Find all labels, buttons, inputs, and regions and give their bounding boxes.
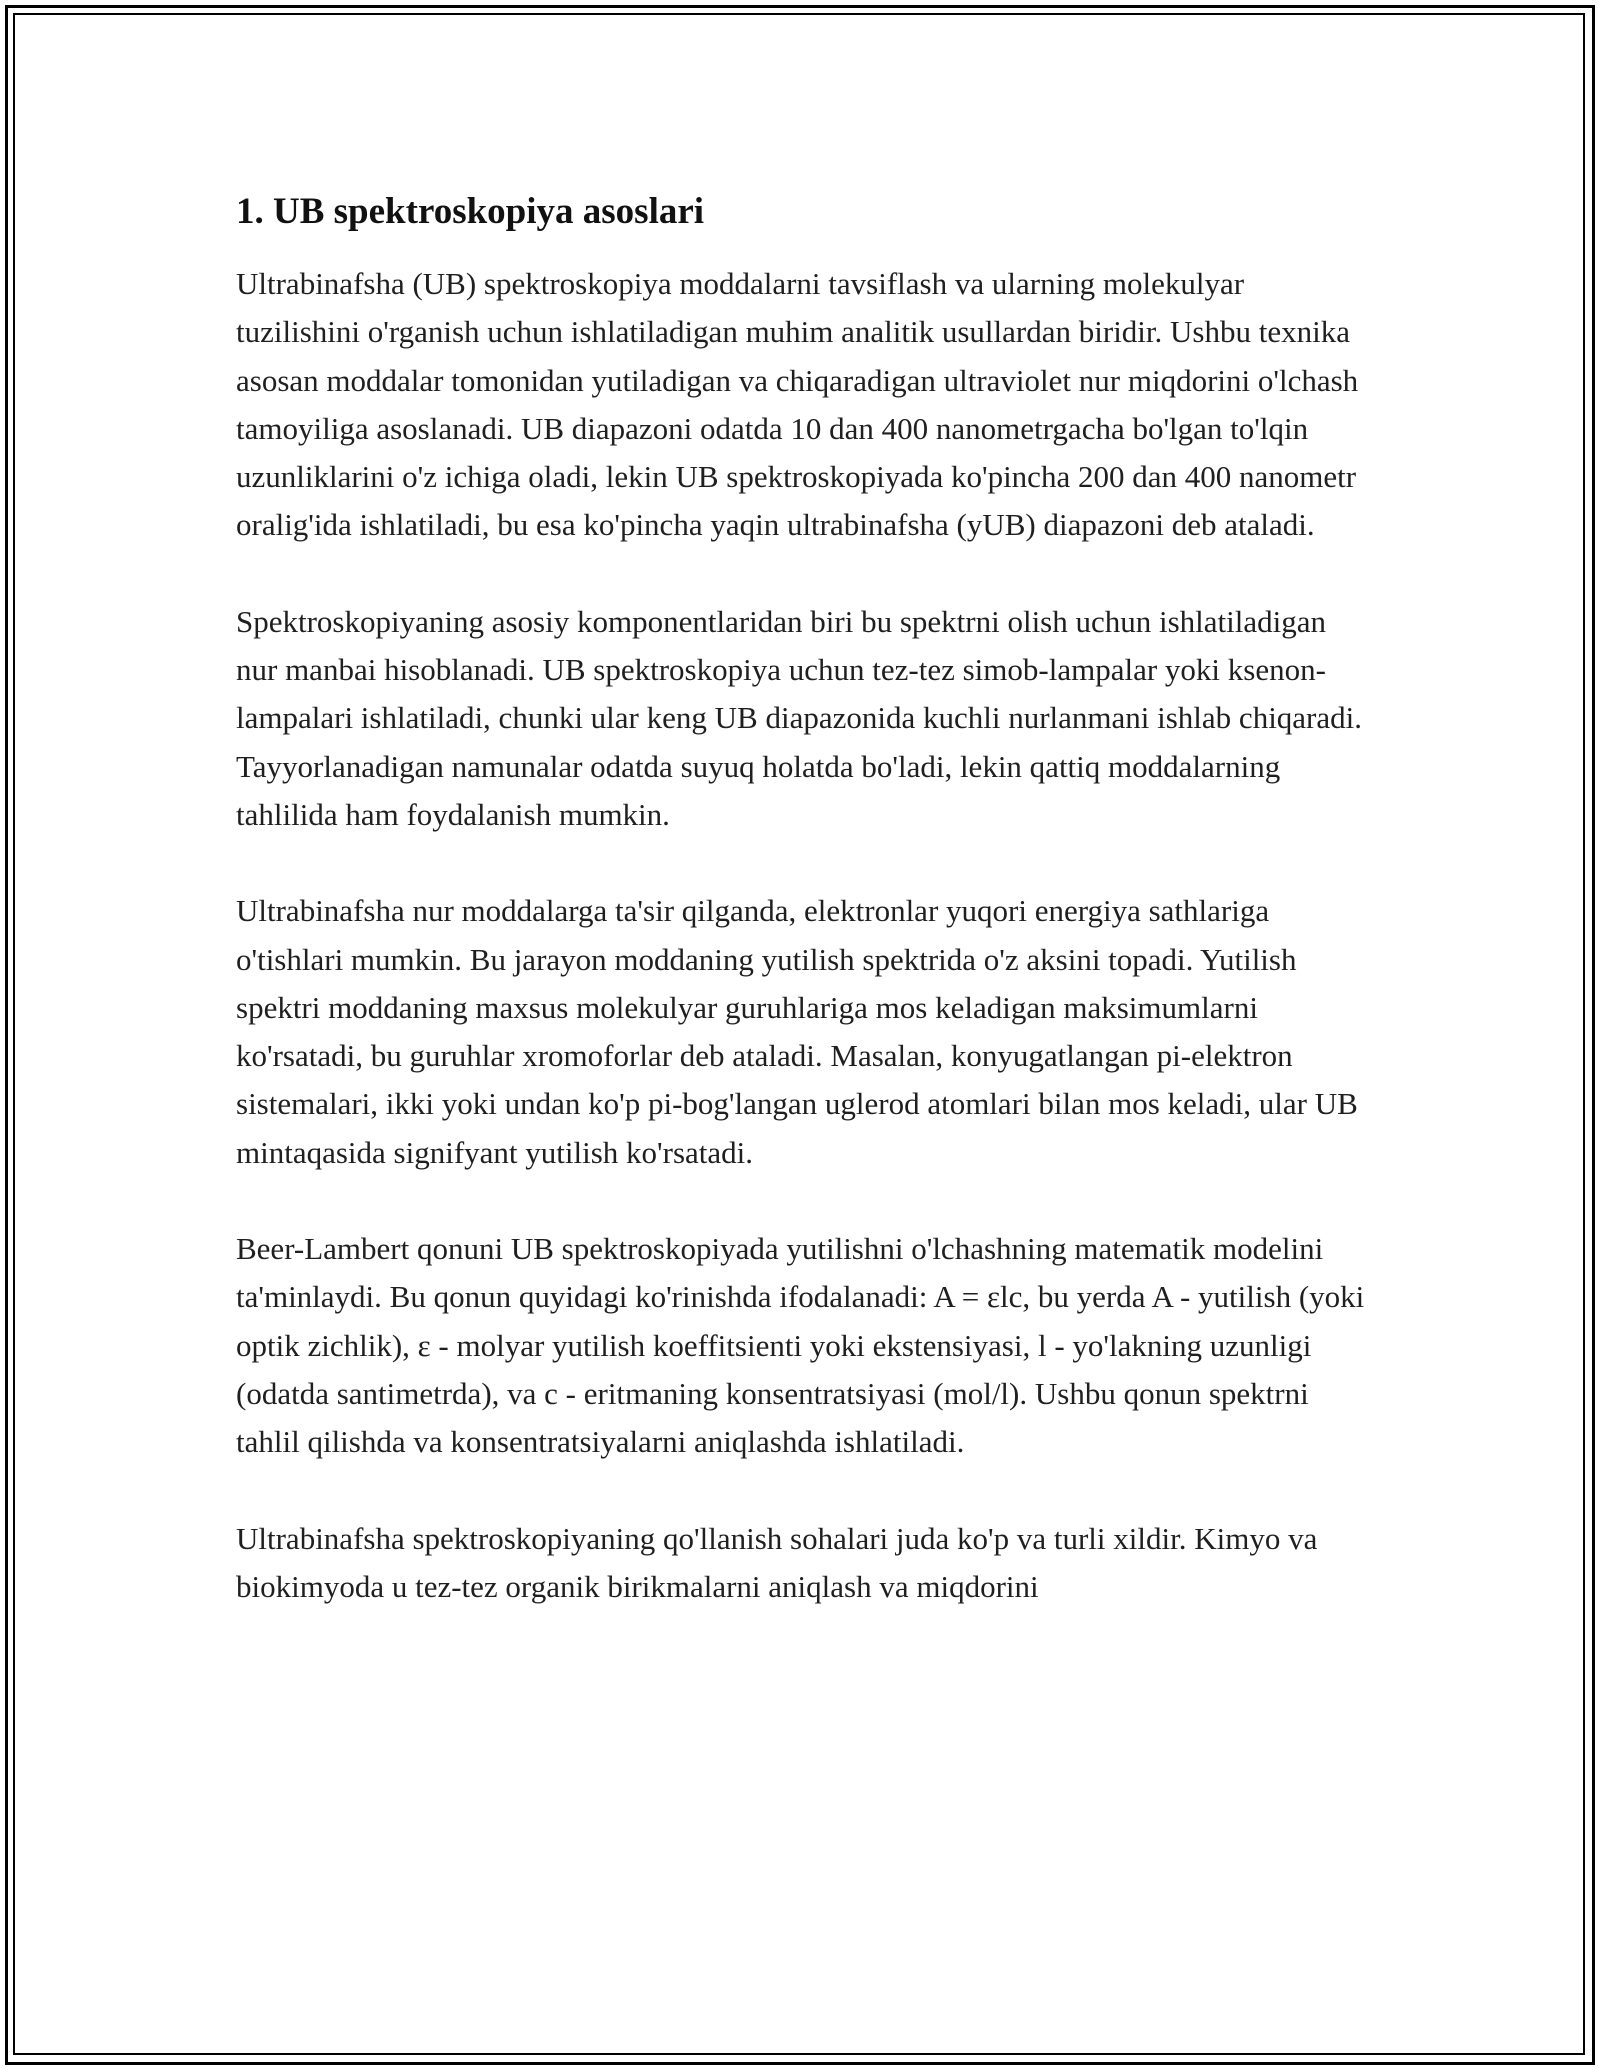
- paragraph-applications: Ultrabinafsha spektroskopiyaning qo'llanish sohalari juda ko'p va turli xildir. Kimyo va biokimyoda u tez-tez organik birikmalarni aniqlash va miqdorini: [236, 1520, 1318, 1604]
- paragraph-light-source: Spektroskopiyaning asosiy komponentlaridan biri bu spektrni olish uchun ishlatiladigan nur manbai hisoblanadi. UB spektroskopiya uchun tez-tez simob-lampalar yoki ksenon-lampalari ishlatiladi, chunki ular keng UB diapazonida kuchli nurlanmani ishlab chiqaradi. Tayyorlanadigan namunalar odatda suyuq holatda bo'ladi, lekin qattiq moddalarning tahlilida ham foydalanish mumkin.: [236, 603, 1363, 832]
- document-body: [236, 186, 1366, 1659]
- paragraph-intro: Ultrabinafsha (UB) spektroskopiya moddalarni tavsiflash va ularning molekulyar tuzilishini o'rganish uchun ishlatiladigan muhim analitik usullardan biridir. Ushbu texnika asosan moddalar tomonidan yutiladigan va chiqaradigan ultraviolet nur miqdorini o'lchash tamoyiliga asoslanadi. UB diapazoni odatda 10 dan 400 nanometrgacha bo'lgan to'lqin uzunliklarini o'z ichiga oladi, lekin UB spektroskopiyada ko'pincha 200 dan 400 nanometr oralig'ida ishlatiladi, bu esa ko'pincha yaqin ultrabinafsha (yUB) diapazoni deb ataladi.: [236, 266, 1359, 543]
- paragraph-absorption: Ultrabinafsha nur moddalarga ta'sir qilganda, elektronlar yuqori energiya sathlariga o'tishlari mumkin. Bu jarayon moddaning yutilish spektrida o'z aksini topadi. Yutilish spektri moddaning maxsus molekulyar guruhlariga mos keladigan maksimumlarni ko'rsatadi, bu guruhlar xromoforlar deb ataladi. Masalan, konyugatlangan pi-elektron sistemalari, ikki yoki undan ko'p pi-bog'langan uglerod atomlari bilan mos keladi, ular UB mintaqasida signifyant yutilish ko'rsatadi.: [236, 893, 1358, 1170]
- paragraph-beer-lambert: Beer-Lambert qonuni UB spektroskopiyada yutilishni o'lchashning matematik modelini ta'minlaydi. Bu qonun quyidagi ko'rinishda ifodalanadi: A = εlc, bu yerda A - yutilish (yoki optik zichlik), ε - molyar yutilish koeffitsienti yoki ekstensiyasi, l - yo'lakning uzunligi (odatda santimetrda), va c - eritmaning konsentratsiyasi (mol/l). Ushbu qonun spektrni tahlil qilishda va konsentratsiyalarni aniqlashda ishlatiladi.: [236, 1231, 1365, 1460]
- section-heading: 1. UB spektroskopiya asoslari: [236, 191, 705, 232]
